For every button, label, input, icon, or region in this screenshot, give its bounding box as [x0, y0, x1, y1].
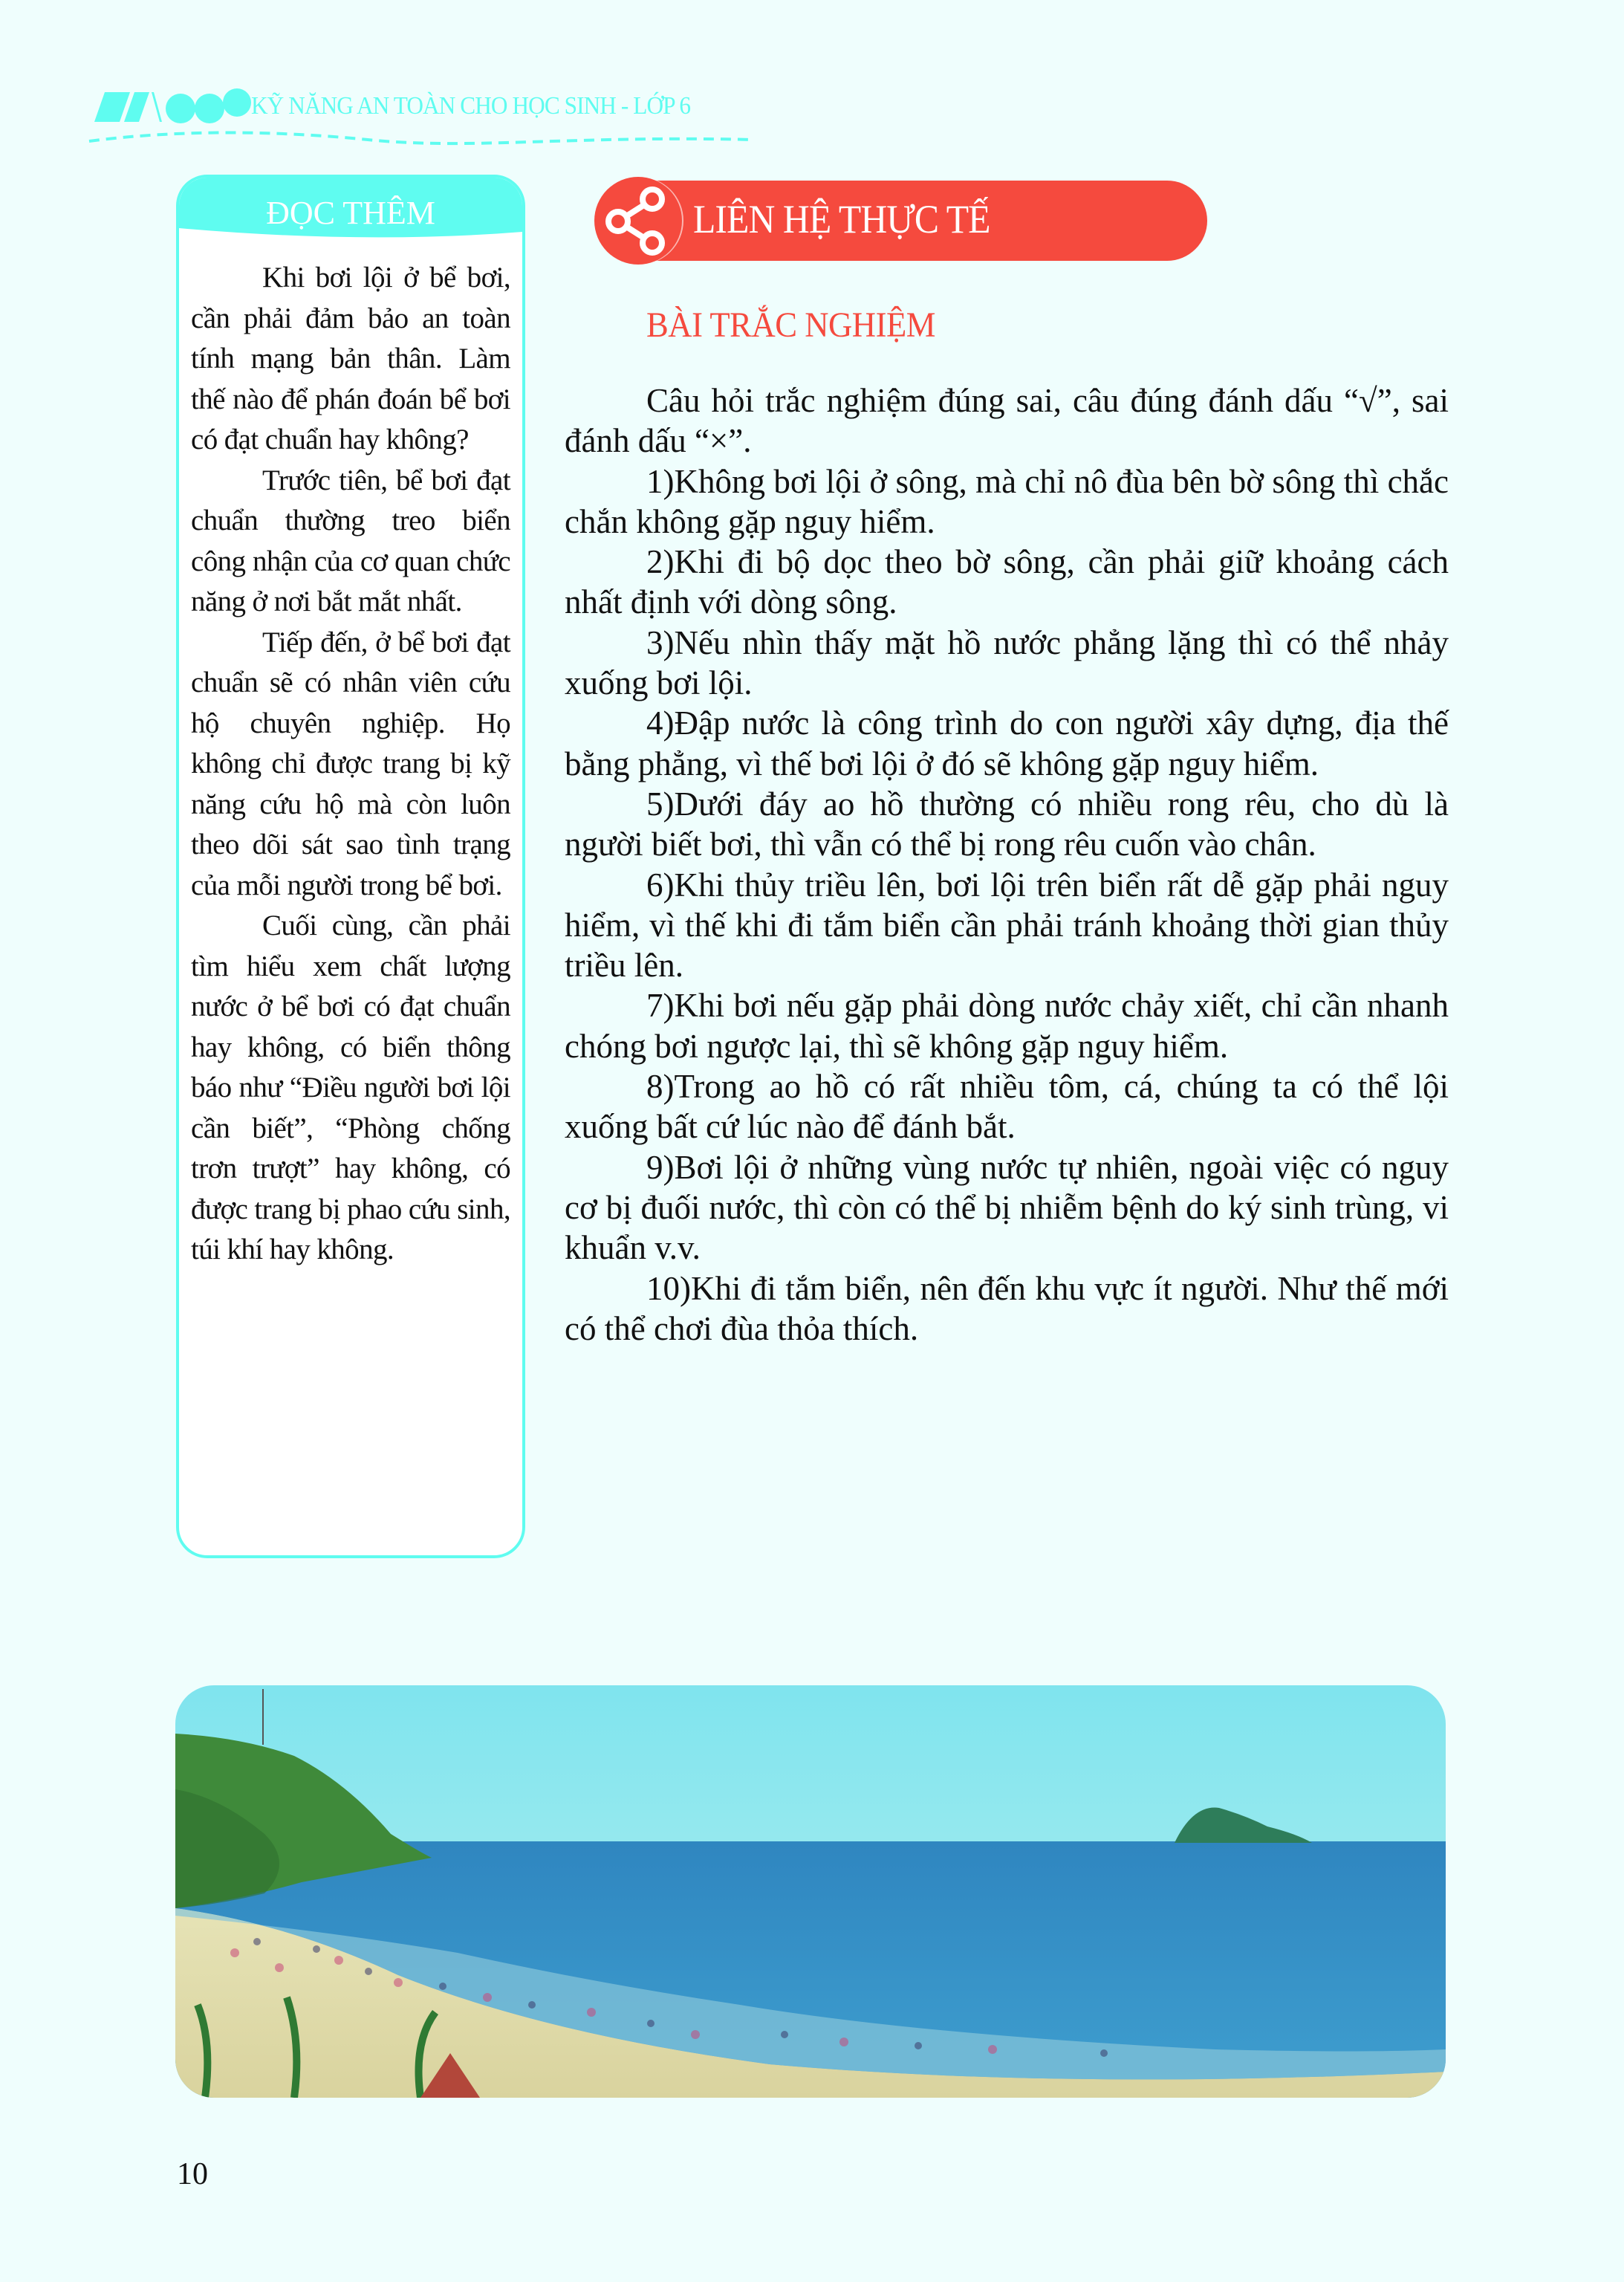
quiz-item: 5)Dưới đáy ao hồ thường có nhiều rong rêu, cho dù là người biết bơi, thì vẫn có thể bị rong rêu cuốn vào chân.: [565, 785, 1449, 863]
quiz-item: 3)Nếu nhìn thấy mặt hồ nước phẳng lặng thì có thể nhảy xuống bơi lội.: [565, 623, 1449, 702]
section-banner: [594, 177, 1207, 265]
sidebar-paragraph: Tiếp đến, ở bể bơi đạt chuẩn sẽ có nhân viên cứu hộ chuyên nghiệp. Họ không chỉ được trang bị kỹ năng cứu hộ mà còn luôn theo dõi sát sao tình trạng của mỗi người trong bể bơi.: [191, 626, 510, 901]
quiz-item: 1)Không bơi lội ở sông, mà chỉ nô đùa bên bờ sông thì chắc chắn không gặp nguy hiểm.: [565, 462, 1449, 540]
sidebar-title: ĐỌC THÊM: [266, 195, 435, 231]
sidebar-paragraph: Trước tiên, bể bơi đạt chuẩn thường treo biển công nhận của cơ quan chức năng ở nơi bắt mắt nhất.: [191, 464, 510, 617]
quiz-intro: Câu hỏi trắc nghiệm đúng sai, câu đúng đánh dấu “√”, sai đánh dấu “×”.: [565, 382, 1449, 460]
sidebar-body: [191, 258, 510, 1271]
header-dashed-wave-divider: [85, 126, 754, 149]
sidebar-paragraph: Cuối cùng, cần phải tìm hiểu xem chất lượng nước ở bể bơi có đạt chuẩn hay không, có biển thông báo như “Điều người bơi lội cần biết”, “Phòng chống trơn trượt” hay không, có được trang bị phao cứu sinh, túi khí hay không.: [191, 910, 510, 1265]
banner-icon-circle: [594, 177, 682, 265]
quiz-item: 7)Khi bơi nếu gặp phải dòng nước chảy xiết, chỉ cần nhanh chóng bơi ngược lại, thì sẽ không gặp nguy hiểm.: [565, 987, 1449, 1065]
sidebar-paragraph: Khi bơi lội ở bể bơi, cần phải đảm bảo an toàn tính mạng bản thân. Làm thế nào để phán đoán bể bơi có đạt chuẩn hay không?: [191, 262, 510, 456]
share-icon: [594, 177, 682, 265]
quiz-item: 6)Khi thủy triều lên, bơi lội trên biển rất dễ gặp phải nguy hiểm, vì thế khi đi tắm biển cần phải tránh khoảng thời gian thủy triều lên.: [565, 866, 1449, 985]
header-title: KỸ NĂNG AN TOÀN CHO HỌC SINH - LỚP 6: [251, 92, 691, 120]
quiz-item: 9)Bơi lội ở những vùng nước tự nhiên, ngoài việc có nguy cơ bị đuối nước, thì còn có thể bị nhiễm bệnh do ký sinh trùng, vi khuẩn v.v.: [565, 1148, 1449, 1267]
quiz-item: 8)Trong ao hồ có rất nhiều tôm, cá, chúng ta có thể lội xuống bất cứ lúc nào để đánh bắt.: [565, 1068, 1449, 1146]
banner-title: LIÊN HỆ THỰC TẾ: [693, 197, 990, 242]
quiz-body: [565, 380, 1449, 1349]
beach-scene-photo: [175, 1685, 1446, 2098]
beach-illustration: [175, 1685, 1446, 2098]
quiz-item: 10)Khi đi tắm biển, nên đến khu vực ít người. Như thế mới có thể chơi đùa thỏa thích.: [565, 1269, 1449, 1347]
header-logo-icon: [85, 88, 253, 123]
quiz-item: 4)Đập nước là công trình do con người xây dựng, địa thế bằng phẳng, vì thế bơi lội ở đó sẽ không gặp nguy hiểm.: [565, 704, 1449, 782]
read-more-sidebar: [176, 175, 525, 1558]
page-number: 10: [177, 2157, 208, 2191]
quiz-item: 2)Khi đi bộ dọc theo bờ sông, cần phải giữ khoảng cách nhất định với dòng sông.: [565, 543, 1449, 621]
quiz-title: BÀI TRẮC NGHIỆM: [646, 305, 936, 345]
